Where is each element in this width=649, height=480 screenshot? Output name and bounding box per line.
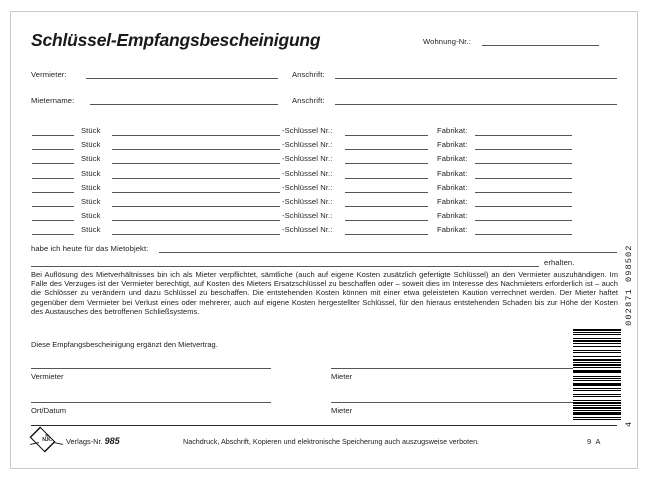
page-border bbox=[10, 11, 638, 469]
key-description-input[interactable] bbox=[112, 220, 280, 221]
key-number-label: -Schlüssel Nr.: bbox=[282, 168, 333, 178]
key-number-input[interactable] bbox=[345, 192, 428, 193]
copyright-note: Nachdruck, Abschrift, Kopieren und elektronische Speicherung auch auszugsweise verboten. bbox=[183, 437, 480, 446]
rental-object-label: habe ich heute für das Mietobjekt: bbox=[31, 244, 149, 253]
key-table-row bbox=[31, 225, 617, 239]
received-label: erhalten. bbox=[544, 258, 575, 267]
key-brand-label: Fabrikat: bbox=[437, 225, 468, 235]
key-qty-label: Stück bbox=[81, 197, 101, 206]
key-brand-input[interactable] bbox=[475, 135, 572, 136]
key-description-input[interactable] bbox=[112, 206, 280, 207]
key-qty-input[interactable] bbox=[32, 149, 74, 150]
key-number-label: -Schlüssel Nr.: bbox=[282, 154, 333, 164]
key-table-row bbox=[31, 211, 617, 225]
key-table-row bbox=[31, 140, 617, 154]
key-number-label: -Schlüssel Nr.: bbox=[282, 225, 333, 235]
key-description-input[interactable] bbox=[112, 163, 280, 164]
apartment-no-input[interactable] bbox=[482, 45, 599, 46]
landlord-label: Vermieter: bbox=[31, 70, 67, 79]
barcode-lead-digit: 4 bbox=[624, 421, 634, 427]
publisher-number bbox=[66, 436, 120, 446]
key-table-row bbox=[31, 169, 617, 183]
tenant-address-label: Anschrift: bbox=[292, 96, 325, 105]
key-description-input[interactable] bbox=[112, 234, 280, 235]
key-qty-input[interactable] bbox=[32, 163, 74, 164]
key-brand-label: Fabrikat: bbox=[437, 197, 468, 206]
key-description-input[interactable] bbox=[112, 149, 280, 150]
key-qty-label: Stück bbox=[81, 154, 101, 164]
key-qty-input[interactable] bbox=[32, 220, 74, 221]
barcode-bars bbox=[573, 329, 621, 420]
rnk-logo bbox=[31, 431, 63, 447]
key-qty-label: Stück bbox=[81, 182, 101, 192]
terms-text: Bei Auflösung des Mietverhältnisses bin ich als Mieter verpflichtet, sämtliche (auch auf eigene Kosten zusätzlich gefertigte Schlüssel) an den Vermieter auszuhändigen. Im Falle des Verzuges ist der Vermieter berechtigt, auf Kosten des Mieters Ersatzschlüssel zu beschaffen oder – soweit dies im Interesse des Nachmieters erforderlich ist – auch die Schlösser zu verändern und dazu Schlüssel zu beschaffen. Die entstehenden Kosten können mit einer etwa geleisteten Kaution verrechnet werden. Der Mieter haftet gegenüber dem Vermieter bei Verlust eines oder mehrerer, auch auf eigene Kosten hergestellter Schlüssel, für den hieraus entstehenden Schaden bis zur Höhe der Kosten des Austausches des betroffenen Schließsystems. bbox=[31, 270, 618, 316]
tenant-signature-label-2: Mieter bbox=[331, 406, 353, 415]
key-qty-input[interactable] bbox=[32, 234, 74, 235]
key-number-label: -Schlüssel Nr.: bbox=[282, 140, 333, 150]
key-brand-input[interactable] bbox=[475, 178, 572, 179]
place-date-line[interactable] bbox=[31, 402, 271, 403]
key-qty-label: Stück bbox=[81, 211, 101, 221]
key-number-label: -Schlüssel Nr.: bbox=[282, 126, 333, 135]
key-number-label: -Schlüssel Nr.: bbox=[282, 211, 333, 221]
page-code: 9 A bbox=[587, 437, 602, 446]
key-qty-label: Stück bbox=[81, 140, 101, 150]
landlord-address-input[interactable] bbox=[335, 78, 617, 79]
terms-paragraph bbox=[31, 270, 618, 316]
supplement-note: Diese Empfangsbescheinigung ergänzt den Mietvertrag. bbox=[31, 340, 218, 349]
tenant-address-input[interactable] bbox=[335, 104, 617, 105]
key-brand-label: Fabrikat: bbox=[437, 154, 468, 164]
key-brand-label: Fabrikat: bbox=[437, 168, 468, 178]
key-description-input[interactable] bbox=[112, 178, 280, 179]
key-qty-input[interactable] bbox=[32, 135, 74, 136]
landlord-input[interactable] bbox=[86, 78, 278, 79]
key-number-input[interactable] bbox=[345, 135, 428, 136]
apartment-no-label: Wohnung-Nr.: bbox=[423, 37, 471, 46]
key-description-input[interactable] bbox=[112, 135, 280, 136]
logo-letter-bottom: N.K. bbox=[42, 436, 52, 443]
key-qty-input[interactable] bbox=[32, 192, 74, 193]
key-table-row bbox=[31, 126, 617, 140]
key-brand-label: Fabrikat: bbox=[437, 126, 468, 135]
key-brand-input[interactable] bbox=[475, 206, 572, 207]
key-number-input[interactable] bbox=[345, 234, 428, 235]
key-brand-input[interactable] bbox=[475, 234, 572, 235]
key-qty-input[interactable] bbox=[32, 206, 74, 207]
landlord-signature-line[interactable] bbox=[31, 368, 271, 369]
publisher-value: 985 bbox=[104, 436, 120, 446]
place-date-label: Ort/Datum bbox=[31, 406, 67, 415]
rental-object-input[interactable] bbox=[159, 252, 617, 253]
key-table-row bbox=[31, 183, 617, 197]
key-brand-label: Fabrikat: bbox=[437, 182, 468, 192]
barcode-digits: 002871 098502 bbox=[624, 244, 634, 326]
landlord-signature-label: Vermieter bbox=[31, 372, 64, 381]
key-number-input[interactable] bbox=[345, 206, 428, 207]
logo-letter-top: R bbox=[45, 432, 49, 438]
key-brand-label: Fabrikat: bbox=[437, 140, 468, 150]
tenant-signature-label-1: Mieter bbox=[331, 372, 353, 381]
key-brand-input[interactable] bbox=[475, 149, 572, 150]
key-qty-label: Stück bbox=[81, 168, 101, 178]
key-number-input[interactable] bbox=[345, 220, 428, 221]
key-qty-input[interactable] bbox=[32, 178, 74, 179]
tenant-name-label: Mietername: bbox=[31, 96, 75, 105]
page-title: Schlüssel-Empfangsbescheinigung bbox=[31, 30, 321, 50]
key-brand-label: Fabrikat: bbox=[437, 211, 468, 221]
footer-divider bbox=[31, 425, 617, 426]
barcode bbox=[573, 244, 635, 427]
key-number-input[interactable] bbox=[345, 149, 428, 150]
key-description-input[interactable] bbox=[112, 192, 280, 193]
landlord-address-label: Anschrift: bbox=[292, 70, 325, 79]
tenant-name-input[interactable] bbox=[90, 104, 278, 105]
key-brand-input[interactable] bbox=[475, 192, 572, 193]
key-number-input[interactable] bbox=[345, 178, 428, 179]
rental-object-input-2[interactable] bbox=[31, 266, 539, 267]
key-qty-label: Stück bbox=[81, 126, 101, 135]
key-number-input[interactable] bbox=[345, 163, 428, 164]
publisher-prefix: Verlags-Nr. bbox=[66, 437, 103, 446]
key-brand-input[interactable] bbox=[475, 163, 572, 164]
key-table-row bbox=[31, 197, 617, 211]
key-qty-label: Stück bbox=[81, 225, 101, 235]
key-number-label: -Schlüssel Nr.: bbox=[282, 182, 333, 192]
key-number-label: -Schlüssel Nr.: bbox=[282, 197, 333, 206]
key-table-row bbox=[31, 154, 617, 168]
key-brand-input[interactable] bbox=[475, 220, 572, 221]
